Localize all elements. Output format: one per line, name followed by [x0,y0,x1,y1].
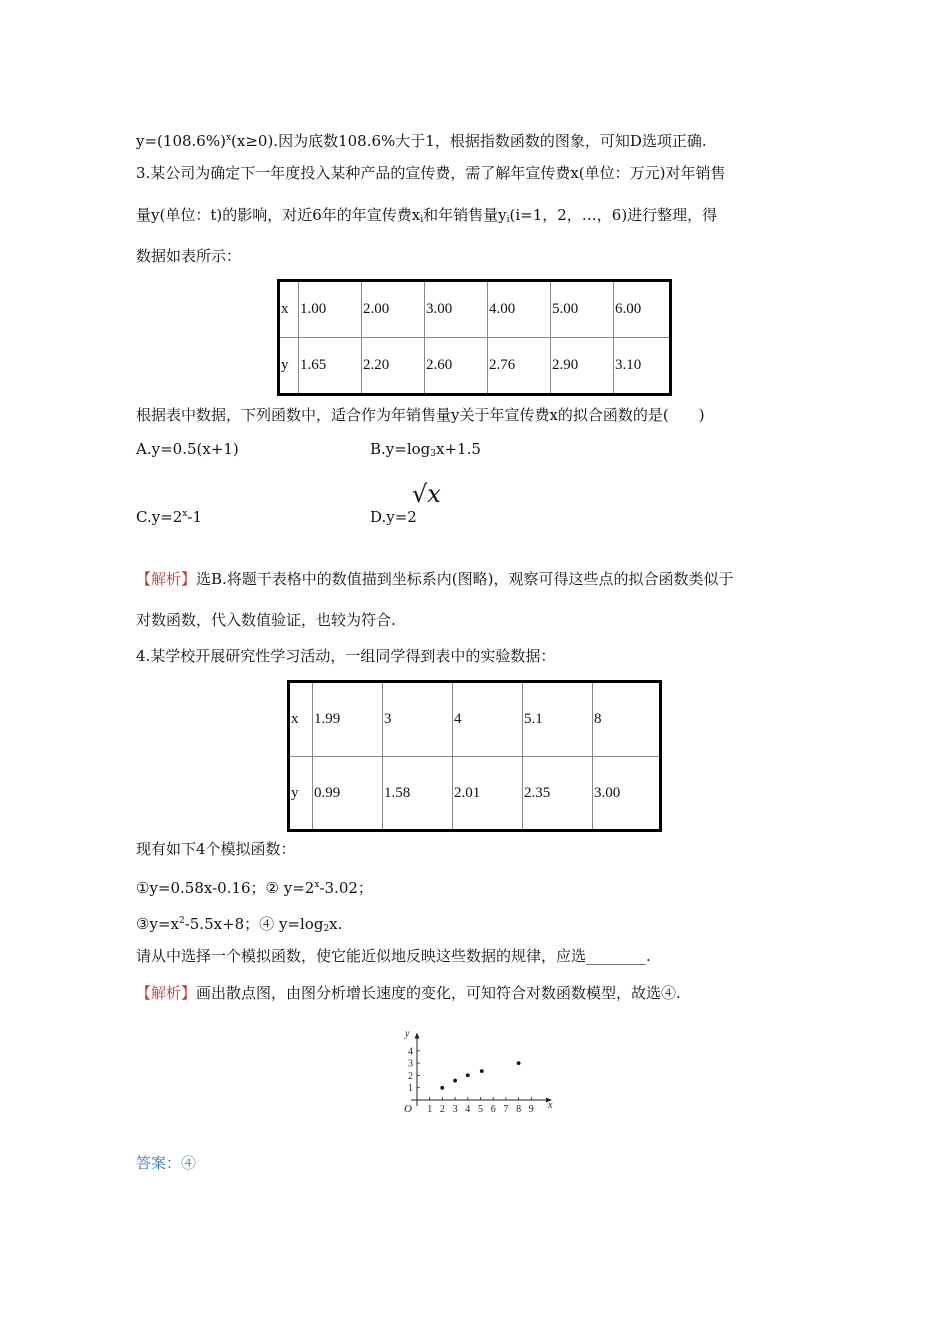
table-row [289,682,661,757]
table-cell: 5.00 [551,281,614,338]
q3-stem-line3: 数据如表所示： [136,247,242,265]
y-tick-label: 3 [408,1058,413,1070]
table-cell: 3.10 [614,338,671,395]
q3-option-c: $C.y=2^x-1$ [136,508,202,526]
table-cell: 0.99 [313,757,383,831]
x-tick-label: 7 [503,1104,509,1115]
data-point [480,1069,484,1073]
analysis-tag: 【解析】 [136,570,197,588]
table-cell: 1.65 [299,338,362,395]
x-tick-label: 4 [465,1104,471,1115]
table-cell: 2.35 [523,757,593,831]
q4-analysis: 【解析】画出散点图，由图分析增长速度的变化，可知符合对数函数模型，故选④. [136,984,681,1002]
table-row [279,281,671,338]
q4-data-table [287,680,662,832]
table-cell: y [289,757,313,831]
q3-data-table [277,279,672,396]
q4-models-line1: ①y=0.58x-0.16；② $y=2^x-3.02$； [136,879,373,897]
y-axis-label: y [405,1028,410,1040]
table-row [279,338,671,395]
table-cell: 2.00 [362,281,425,338]
table-cell: 2.60 [425,338,488,395]
data-point [517,1061,521,1065]
table-cell: 1.00 [299,281,362,338]
axis-ticks [408,1046,534,1115]
sqrt-x-exponent: √x [412,480,441,508]
table-cell: 1.58 [383,757,453,831]
table-cell: 2.76 [488,338,551,395]
x-tick-label: 3 [452,1104,458,1115]
q3-analysis-line2: 对数函数，代入数值验证，也较为符合. [136,611,396,629]
analysis-tag: 【解析】 [136,984,197,1002]
table-cell: 4 [453,682,523,757]
q4-answer: 答案：④ [136,1154,197,1172]
q3-stem-line1: 3.某公司为确定下一年度投入某种产品的宣传费，需了解年宣传费x(单位：万元)对年销售 [136,164,726,182]
scatter-plot [395,1012,565,1122]
table-cell: 5.1 [523,682,593,757]
q4-question: 请从中选择一个模拟函数，使它能近似地反映这些数据的规律，应选________. [136,947,651,965]
prev-answer-line: $y=(108.6\%)^x(x\ge 0)$.因为底数108.6%大于1，根据指数函数的图象，可知D选项正确. [136,132,707,150]
origin-label: O [404,1103,412,1115]
data-point [440,1086,444,1090]
axes [404,1029,553,1116]
q3-analysis-line1: 【解析】选B.将题干表格中的数值描到坐标系内(图略)，观察可得这些点的拟合函数类似于 [136,570,734,588]
table-cell: 4.00 [488,281,551,338]
table-cell: x [279,281,299,338]
x-axis-label: x [548,1100,553,1111]
table-cell: 1.99 [313,682,383,757]
table-cell: 6.00 [614,281,671,338]
x-tick-label: 1 [427,1104,433,1115]
table-cell: 3.00 [425,281,488,338]
x-tick-label: 5 [478,1104,483,1115]
data-point [466,1073,470,1077]
table-cell: 2.20 [362,338,425,395]
y-axis-arrow [415,1033,420,1039]
table-cell: 2.01 [453,757,523,831]
y-tick-label: 1 [408,1083,413,1095]
q4-stem: 4.某学校开展研究性学习活动，一组同学得到表中的实验数据： [136,647,556,665]
y-tick-label: 4 [408,1046,413,1058]
q3-option-d: D.y=2 [370,508,417,526]
table-cell: x [289,682,313,757]
y-tick-label: 2 [408,1070,413,1082]
table-cell: 8 [593,682,661,757]
q3-stem-line2: 量y(单位：t)的影响，对近6年的年宣传费$x_i$和年销售量$y_i(i=1$，2，…，6)进行整理，得 [136,206,718,225]
q4-models-line2: $③y=x^2-5.5x+8$；④ $y=\log_2x$. [136,915,343,934]
table-cell: y [279,338,299,395]
x-tick-label: 9 [528,1104,534,1115]
q3-question: 根据表中数据，下列函数中，适合作为年销售量y关于年宣传费x的拟合函数的是( ) [136,406,705,424]
x-tick-label: 2 [439,1104,445,1115]
x-tick-label: 8 [516,1104,522,1115]
table-cell: 3.00 [593,757,661,831]
x-tick-label: 6 [490,1104,496,1115]
table-cell: 2.90 [551,338,614,395]
data-point [453,1079,457,1083]
data-points [440,1061,520,1090]
table-row [289,757,661,831]
q3-option-a: A.y=0.5(x+1) [136,440,239,458]
q3-option-b: $B.y=\log_3x+1.5$ [370,440,481,459]
q4-models-intro: 现有如下4个模拟函数： [136,840,296,858]
table-cell: 3 [383,682,453,757]
